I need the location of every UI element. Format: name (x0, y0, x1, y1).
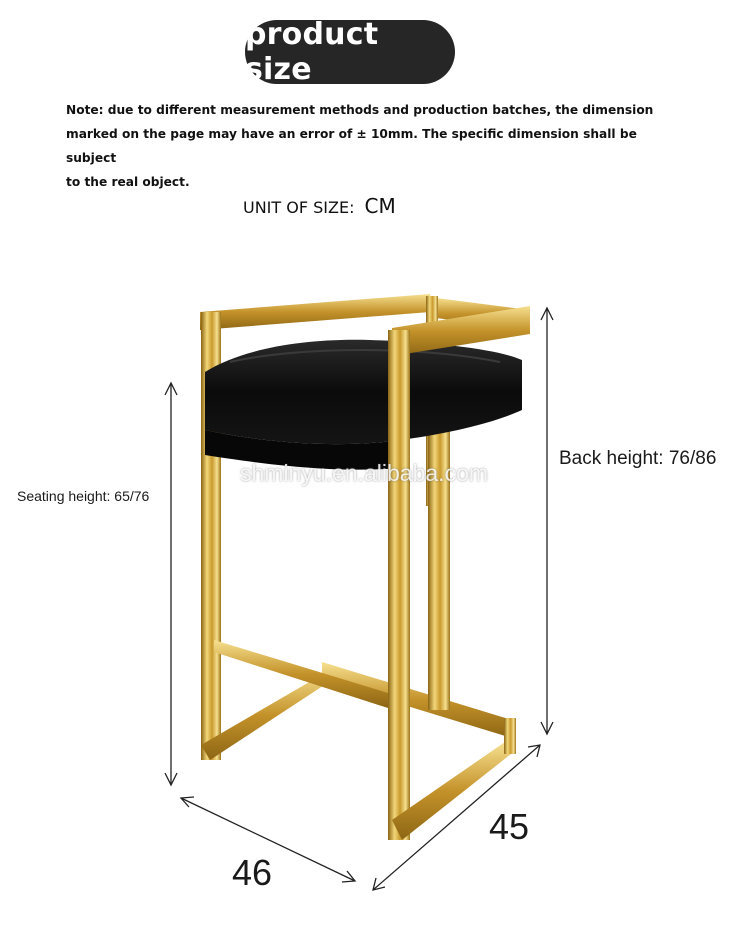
width-label: 46 (232, 852, 273, 893)
unit-value: CM (364, 194, 396, 218)
note-line: to the real object. (66, 175, 190, 189)
back-height-arrow (541, 308, 553, 734)
page-title: product size (245, 20, 455, 84)
back-height-label: Back height: 76/86 (559, 448, 717, 469)
stool-seat (205, 340, 522, 470)
note-line: Note: due to different measurement methods and production batches, the dimension (66, 103, 654, 117)
depth-label: 45 (489, 806, 530, 847)
unit-label: UNIT OF SIZE: (243, 198, 355, 217)
seating-height-label: Seating height: 65/76 (17, 488, 150, 504)
watermark: shminyu.en.alibaba.com (240, 460, 489, 486)
note-line: marked on the page may have an error of ± 10mm. The specific dimension shall be subject (66, 127, 637, 165)
seating-height-arrow (165, 383, 177, 785)
